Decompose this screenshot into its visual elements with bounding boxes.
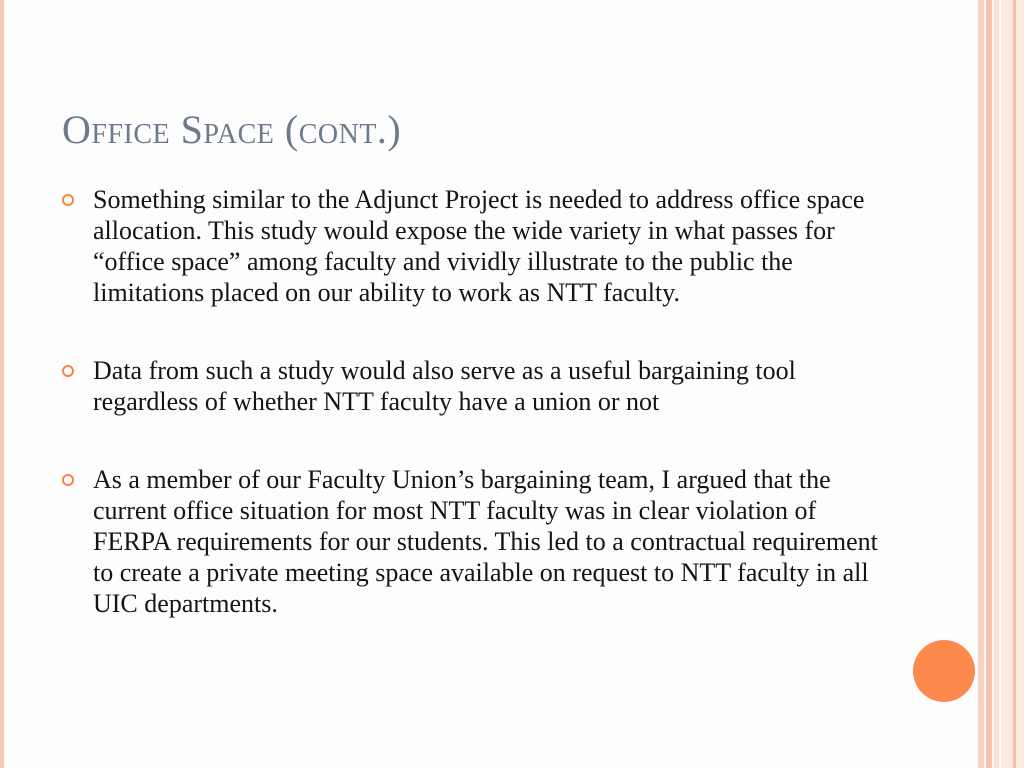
bullet-item: [62, 184, 892, 308]
bullet-item: [62, 355, 892, 417]
bullet-text: Something similar to the Adjunct Project is needed to address office space allocation. This study would expose the wide variety in what passes for “office space” among faculty and vividly illustrate to the public the limitations placed on our ability to work as NTT faculty.: [93, 185, 865, 307]
left-decorative-stripe: [0, 0, 4, 768]
right-decorative-stripe: [978, 0, 984, 768]
bullet-item: [62, 464, 892, 619]
bullet-list: [62, 184, 892, 666]
right-decorative-stripe: [1013, 0, 1016, 768]
bullet-text: Data from such a study would also serve as a useful bargaining tool regardless of whether NTT faculty have a union or not: [93, 356, 796, 416]
decorative-circle: [913, 640, 975, 702]
slide-title: Office Space (cont.): [62, 107, 402, 152]
circle-bullet-icon: [62, 474, 74, 486]
circle-bullet-icon: [62, 365, 74, 377]
circle-bullet-icon: [62, 194, 74, 206]
right-decorative-stripe: [994, 0, 999, 768]
bullet-text: As a member of our Faculty Union’s bargaining team, I argued that the current office situation for most NTT faculty was in clear violation of FERPA requirements for our students. This led to a contractual requirement to create a private meeting space available on request to NTT faculty in all UIC departments.: [93, 465, 878, 618]
right-decorative-stripe: [986, 0, 992, 768]
